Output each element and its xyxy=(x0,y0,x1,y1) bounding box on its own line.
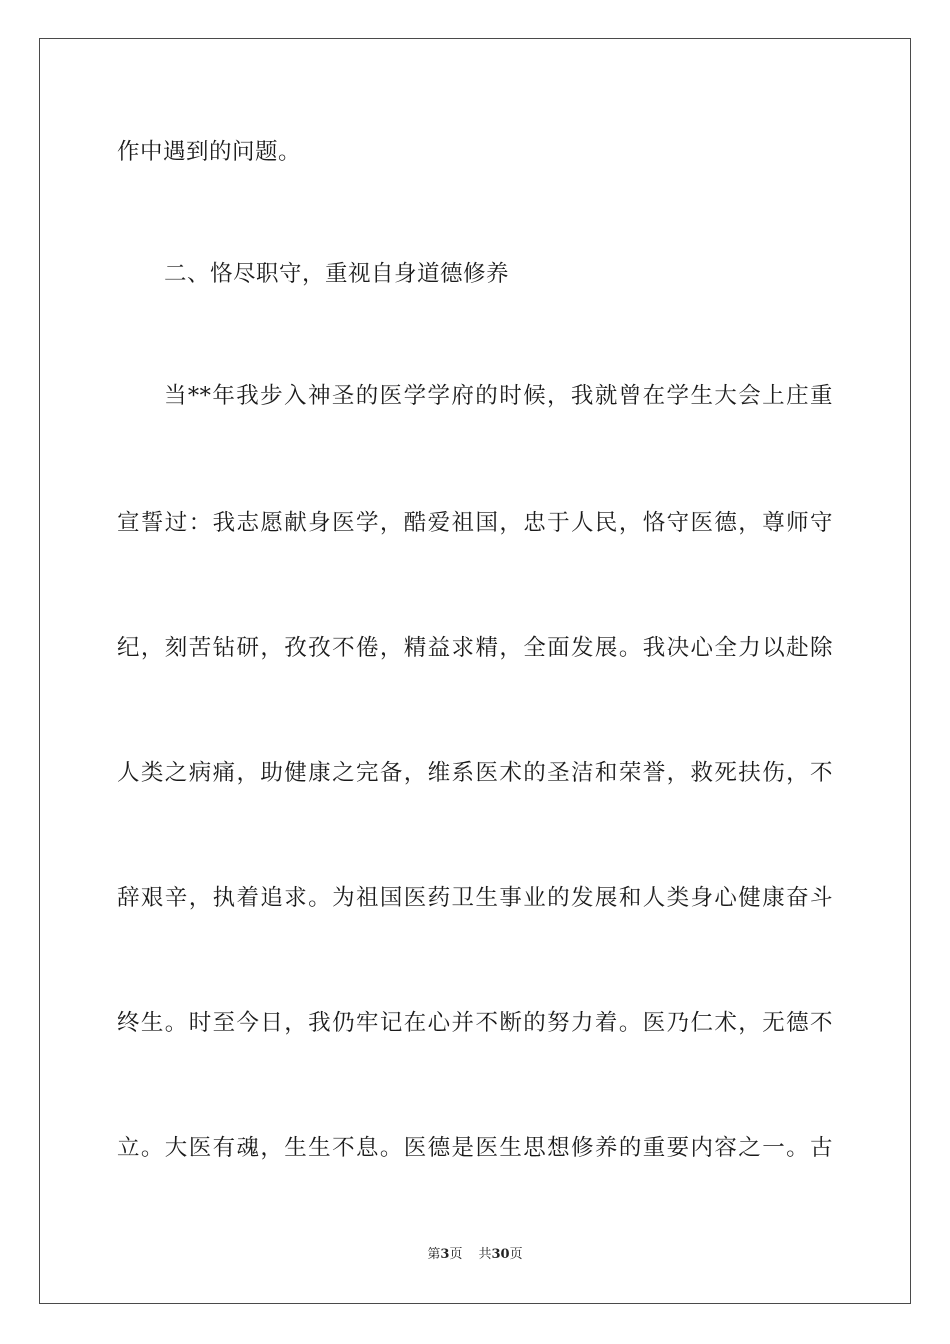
body-line-7: 立。大医有魂，生生不息。医德是医生思想修养的重要内容之一。古 xyxy=(117,1135,833,1161)
body-line-4: 人类之病痛，助健康之完备，维系医术的圣洁和荣誉，救死扶伤，不 xyxy=(117,760,833,786)
section-heading: 二、恪尽职守，重视自身道德修养 xyxy=(164,261,510,287)
page-label-suffix: 页 xyxy=(449,1247,463,1262)
total-pages: 30 xyxy=(491,1247,510,1262)
total-label-suffix: 页 xyxy=(509,1247,523,1262)
page-number: 3 xyxy=(440,1247,450,1262)
paragraph-continuation-line: 作中遇到的问题。 xyxy=(117,139,302,165)
page-label-prefix: 第 xyxy=(427,1247,441,1262)
body-line-6: 终生。时至今日，我仍牢记在心并不断的努力着。医乃仁术，无德不 xyxy=(117,1010,833,1036)
body-line-3: 纪，刻苦钻研，孜孜不倦，精益求精，全面发展。我决心全力以赴除 xyxy=(117,635,833,661)
total-label-prefix: 共 xyxy=(478,1247,492,1262)
body-line-2: 宣誓过：我志愿献身医学，酷爱祖国，忠于人民，恪守医德，尊师守 xyxy=(117,510,833,536)
page-footer xyxy=(0,1246,950,1264)
body-line-5: 辞艰辛，执着追求。为祖国医药卫生事业的发展和人类身心健康奋斗 xyxy=(117,885,833,911)
body-line-1: 当**年我步入神圣的医学学府的时候，我就曾在学生大会上庄重 xyxy=(164,383,833,409)
page-border xyxy=(39,38,911,1304)
